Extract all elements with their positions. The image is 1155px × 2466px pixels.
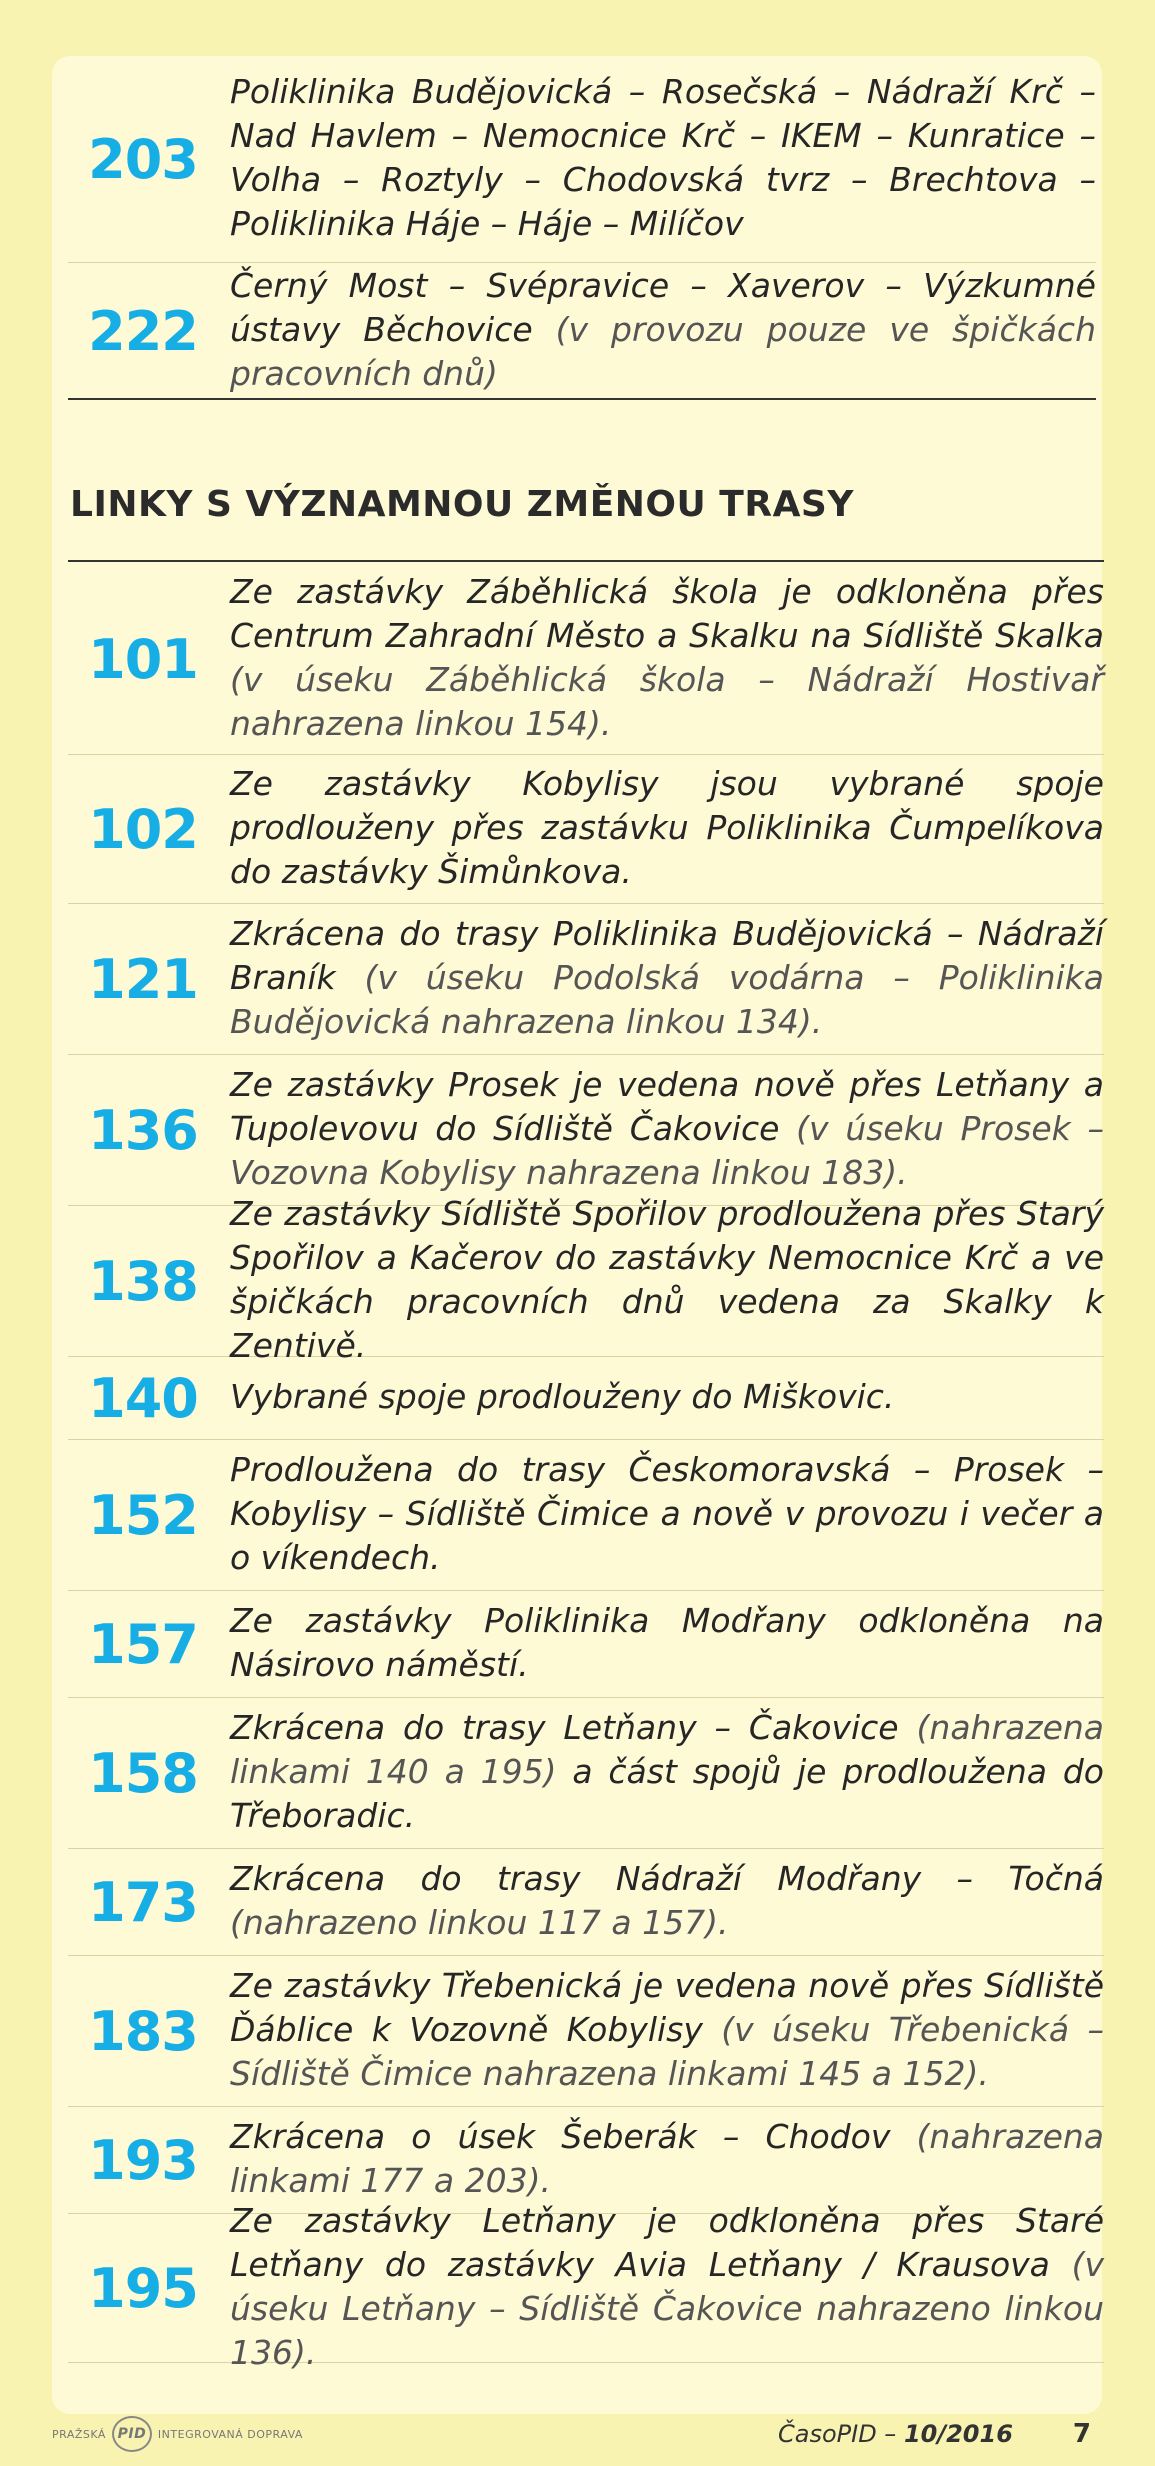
list-item [68, 262, 1096, 399]
line-number: 203 [88, 127, 198, 191]
line-description: Ze zastávky Prosek je vedena nově přes Letňany a Tupolevovu do Sídliště Čakovice (v úseku Prosek – Vozovna Kobylisy nahrazena linkou 183). [230, 1065, 1104, 1192]
line-description: Zkrácena do trasy Letňany – Čakovice (nahrazena linkami 140 a 195) a část spojů je prodloužena do Třeboradic. [230, 1708, 1105, 1835]
line-number: 195 [88, 2256, 198, 2320]
list-item [68, 1848, 1104, 1955]
line-number: 101 [88, 627, 198, 691]
list-item [68, 1439, 1104, 1590]
list-item [68, 564, 1104, 754]
line-description: Ze zastávky Kobylisy jsou vybrané spoje prodlouženy přes zastávku Poliklinika Čumpelíkova do zastávky Šimůnkova. [230, 764, 1104, 891]
magazine-issue: ČasoPID – 10/2016 [777, 2420, 1013, 2448]
line-description: Zkrácena do trasy Nádraží Modřany – Točná (nahrazeno linkou 117 a 157). [230, 1859, 1104, 1942]
line-number: 193 [88, 2128, 198, 2192]
line-description: Poliklinika Budějovická – Rosečská – Nádraží Krč – Nad Havlem – Nemocnice Krč – IKEM – Kunratice – Volha – Roztyly – Chodovská tvrz – Brechtova – Poliklinika Háje – Háje – Milíčov [230, 72, 1096, 243]
line-number: 102 [88, 797, 198, 861]
line-number: 136 [88, 1098, 198, 1162]
line-description: Ze zastávky Třebenická je vedena nově přes Sídliště Ďáblice k Vozovně Kobylisy (v úseku Třebenická – Sídliště Čimice nahrazena linkami 145 a 152). [230, 1966, 1104, 2093]
line-number: 138 [88, 1249, 198, 1313]
list-item [68, 56, 1096, 262]
list-item [68, 2201, 1104, 2372]
line-description: Ze zastávky Poliklinika Modřany odkloněna na Násirovo náměstí. [230, 1601, 1104, 1684]
line-number: 121 [88, 947, 198, 1011]
pid-badge-icon: PID [112, 2416, 152, 2452]
line-description: Prodloužena do trasy Českomoravská – Prosek – Kobylisy – Sídliště Čimice a nově v provozu i večer a o víkendech. [230, 1450, 1104, 1577]
page-number: 7 [1072, 2419, 1091, 2449]
section-heading: LINKY S VÝZNAMNOU ZMĚNOU TRASY [70, 484, 854, 525]
list-item [68, 1054, 1104, 1205]
line-number: 157 [88, 1612, 198, 1676]
line-description: Ze zastávky Záběhlická škola je odkloněna přes Centrum Zahradní Město a Skalku na Sídliště Skalka (v úseku Záběhlická škola – Nádraží Hostivař nahrazena linkou 154). [230, 572, 1104, 743]
line-description: Zkrácena do trasy Poliklinika Budějovická – Nádraží Braník (v úseku Podolská vodárna – Poliklinika Budějovická nahrazena linkou 134). [230, 914, 1104, 1041]
changed-lines-list [68, 564, 1105, 2372]
line-number: 173 [88, 1870, 198, 1934]
list-item [68, 1194, 1104, 1365]
section-divider [68, 398, 1096, 400]
line-description: Ze zastávky Letňany je odkloněna přes Staré Letňany do zastávky Avia Letňany / Krausova (v úseku Letňany – Sídliště Čakovice nahrazeno linkou 136). [230, 2201, 1104, 2372]
list-item [68, 1697, 1104, 1848]
line-number: 222 [88, 299, 198, 363]
line-description: Černý Most – Svépravice – Xaverov – Výzkumné ústavy Běchovice (v provozu pouze ve špičkách pracovních dnů) [230, 266, 1096, 393]
list-item [68, 1590, 1104, 1697]
line-number: 158 [88, 1741, 198, 1805]
line-number: 152 [88, 1483, 198, 1547]
top-lines-list [68, 56, 1096, 399]
line-description: Zkrácena o úsek Šeberák – Chodov (nahrazena linkami 177 a 203). [230, 2117, 1105, 2200]
logo-text-right: INTEGROVANÁ DOPRAVA [157, 2427, 303, 2441]
list-item [68, 903, 1104, 1054]
list-item [68, 754, 1104, 903]
line-number: 183 [88, 1999, 198, 2063]
line-description: Vybrané spoje prodlouženy do Miškovic. [230, 1377, 895, 1416]
pid-logo [52, 2418, 303, 2450]
list-item [68, 1356, 1104, 1439]
line-description: Ze zastávky Sídliště Spořilov prodloužena přes Starý Spořilov a Kačerov do zastávky Nemocnice Krč a ve špičkách pracovních dnů vedena za Skalky k Zentivě. [230, 1194, 1104, 1365]
footer-info [778, 2418, 1091, 2450]
logo-text-left: PRAŽSKÁ [52, 2427, 106, 2441]
line-number: 140 [88, 1366, 198, 1430]
list-item [68, 1955, 1104, 2106]
